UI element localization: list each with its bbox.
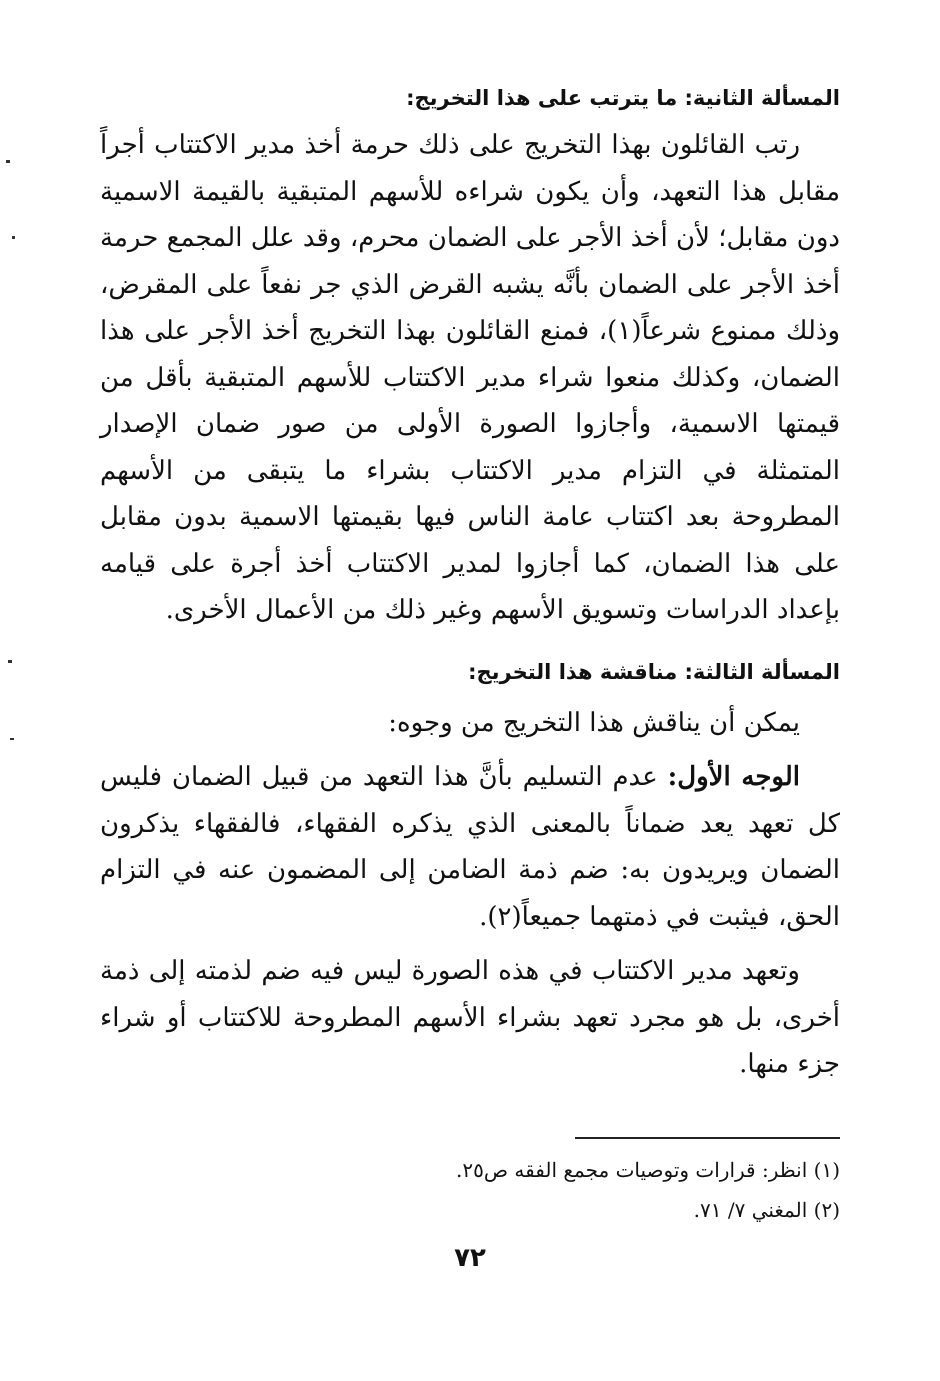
- section-3-intro: يمكن أن يناقش هذا التخريج من وجوه:: [388, 707, 800, 738]
- section-2-paragraph: رتب القائلون بهذا التخريج على ذلك حرمة أخذ مدير الاكتتاب أجراً مقابل هذا التعهد، وأن يكون شراءه للأسهم المتبقية بالقيمة الاسمية دون مقابل؛ لأن أخذ الأجر على الضمان محرم، وقد علل المجمع حرمة أخذ الأجر على الضمان بأنَّه يشبه القرض الذي جر نفعاً على المقرض، وذلك ممنوع شرعاً(١)، فمنع القائلون بهذا التخريج أخذ الأجر على هذا الضمان، وكذلك منعوا شراء مدير الاكتتاب للأسهم المتبقية بأقل من قيمتها الاسمية، وأجازوا الصورة الأولى من صور ضمان الإصدار المتمثلة في التزام مدير الاكتتاب بشراء ما يتبقى من الأسهم المطروحة بعد اكتتاب عامة الناس فيها بقيمتها الاسمية بدون مقابل على هذا الضمان، كما أجازوا لمدير الاكتتاب أخذ أجرة على قيامه بإعداد الدراسات وتسويق الأسهم وغير ذلك من الأعمال الأخرى.: [100, 130, 840, 625]
- footnote-2: (٢) المغني ٧/ ٧١.: [693, 1198, 840, 1222]
- section-heading-2: المسألة الثانية: ما يترتب على هذا التخريج:: [406, 86, 840, 110]
- footnote-divider: [575, 1137, 840, 1139]
- page-body: [100, 78, 840, 1088]
- point-1-lead: الوجه الأول:: [667, 762, 800, 792]
- scan-speck: [10, 738, 14, 740]
- footnotes: [100, 1150, 840, 1230]
- section-3-point-1-continued: وتعهد مدير الاكتتاب في هذه الصورة ليس فيه ضم لذمته إلى ذمة أخرى، بل هو مجرد تعهد بشراء الأسهم المطروحة للاكتتاب أو شراء جزء منها.: [100, 956, 840, 1079]
- section-3-point-1: [100, 754, 840, 940]
- point-1-text: عدم التسليم بأنَّ هذا التعهد من قبيل الضمان فليس كل تعهد يعد ضماناً بالمعنى الذي يذكره الفقهاء، فالفقهاء يذكرون الضمان ويريدون به: ضم ذمة الضامن إلى المضمون عنه في التزام الحق، فيثبت في ذمتهما جميعاً(٢).: [100, 762, 840, 932]
- scan-speck: [6, 160, 10, 163]
- footnote-1: (١) انظر: قرارات وتوصيات مجمع الفقه ص٢٥.: [456, 1158, 840, 1182]
- scan-speck: [12, 236, 15, 239]
- scan-speck: [8, 660, 12, 663]
- section-heading-3: المسألة الثالثة: مناقشة هذا التخريج:: [468, 659, 840, 684]
- page-number: ٧٢: [454, 1243, 486, 1273]
